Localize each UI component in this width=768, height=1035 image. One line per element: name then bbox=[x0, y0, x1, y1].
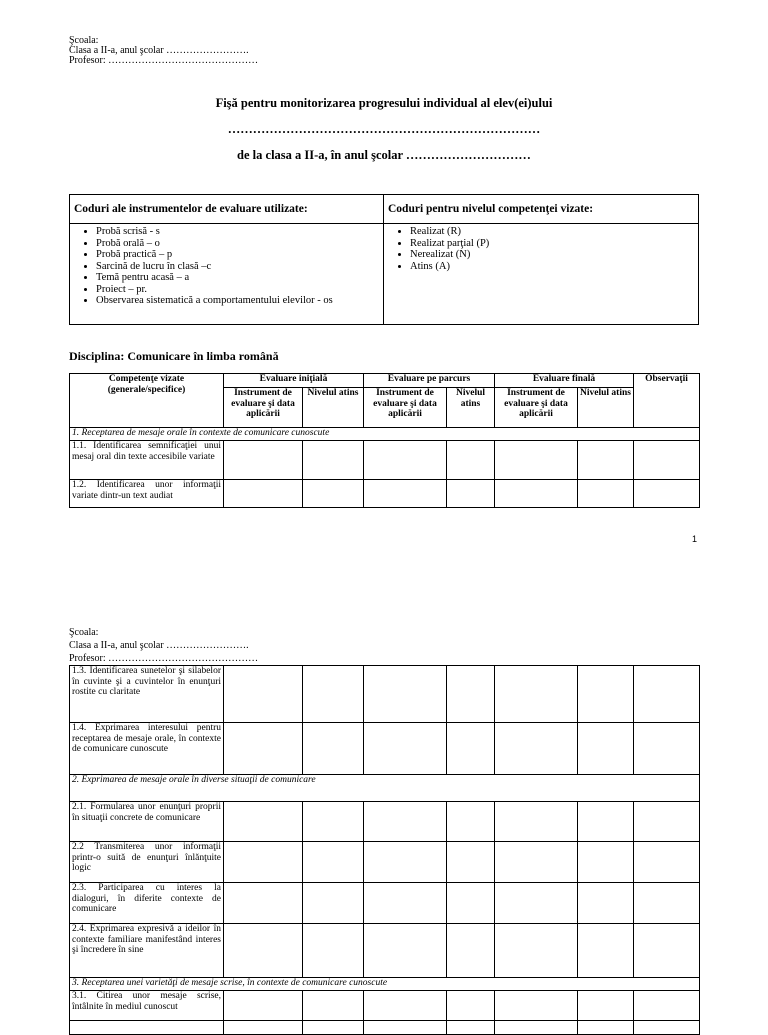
empty-cell[interactable] bbox=[495, 802, 578, 842]
empty-cell[interactable] bbox=[303, 842, 364, 883]
empty-cell[interactable] bbox=[224, 441, 303, 480]
table-row bbox=[70, 666, 700, 723]
empty-cell[interactable] bbox=[364, 883, 447, 924]
list-item: • Sarcină de lucru în clasă –c bbox=[96, 261, 379, 273]
eval-parcurs-header: Evaluare pe parcurs bbox=[364, 374, 495, 388]
instrument-header: Instrument de evaluare şi data aplicării bbox=[364, 388, 447, 428]
instrument-codes-cell bbox=[70, 224, 384, 325]
empty-cell[interactable] bbox=[224, 802, 303, 842]
teacher-label: Profesor: ……………………………………… bbox=[69, 55, 259, 66]
instrument-header: Instrument de evaluare şi data aplicării bbox=[224, 388, 303, 428]
progress-table-page2 bbox=[69, 665, 700, 1035]
competente-header: Competenţe vizate (generale/specifice) bbox=[70, 374, 224, 428]
empty-cell[interactable] bbox=[364, 991, 447, 1021]
school-label: Şcoala: bbox=[69, 35, 99, 46]
nivel-header: Nivelul atins bbox=[447, 388, 495, 428]
empty-cell[interactable] bbox=[634, 723, 700, 775]
empty-cell[interactable] bbox=[364, 802, 447, 842]
empty-cell[interactable] bbox=[495, 666, 578, 723]
empty-cell[interactable] bbox=[447, 666, 495, 723]
list-item: • Probă scrisă - s bbox=[96, 226, 379, 238]
school-year-line: de la clasa a II-a, în anul şcolar ………………………… bbox=[237, 148, 531, 162]
eval-initiala-header: Evaluare iniţială bbox=[224, 374, 364, 388]
list-item: • Realizat (R) bbox=[410, 226, 694, 238]
level-codes-list bbox=[388, 226, 694, 272]
empty-cell[interactable] bbox=[447, 480, 495, 508]
empty-cell[interactable] bbox=[224, 480, 303, 508]
table-row bbox=[70, 991, 700, 1021]
competence-cell: 1.4. Exprimarea interesului pentru receptarea de mesaje orale, în contexte de comunicare cunoscute bbox=[70, 723, 224, 775]
empty-cell[interactable] bbox=[447, 883, 495, 924]
empty-cell[interactable] bbox=[224, 666, 303, 723]
empty-cell[interactable] bbox=[495, 480, 578, 508]
empty-cell[interactable] bbox=[364, 1021, 447, 1035]
instrument-header: Instrument de evaluare şi data aplicării bbox=[495, 388, 578, 428]
empty-cell[interactable] bbox=[634, 802, 700, 842]
competence-cell: 2.4. Exprimarea expresivă a ideilor în contexte familiare manifestând interes şi încredere în sine bbox=[70, 924, 224, 978]
empty-cell[interactable] bbox=[634, 1021, 700, 1035]
competence-cell: 2.3. Participarea cu interes la dialoguri, în diferite contexte de comunicare bbox=[70, 883, 224, 924]
empty-cell[interactable] bbox=[578, 666, 634, 723]
codes-col2-header: Coduri pentru nivelul competenţei vizate: bbox=[384, 195, 699, 224]
codes-col1-header: Coduri ale instrumentelor de evaluare utilizate: bbox=[70, 195, 384, 224]
empty-cell[interactable] bbox=[634, 441, 700, 480]
table-row bbox=[70, 883, 700, 924]
page-number: 1 bbox=[692, 534, 698, 544]
progress-table-page1 bbox=[69, 373, 700, 508]
observatii-header: Observaţii bbox=[634, 374, 700, 428]
section-heading: 1. Receptarea de mesaje orale în contexte de comunicare cunoscute bbox=[70, 428, 700, 441]
empty-cell[interactable] bbox=[364, 480, 447, 508]
empty-cell[interactable] bbox=[303, 480, 364, 508]
list-item: • Nerealizat (N) bbox=[410, 249, 694, 261]
empty-cell[interactable] bbox=[364, 723, 447, 775]
empty-cell[interactable] bbox=[303, 991, 364, 1021]
competence-cell: 3.1. Citirea unor mesaje scrise, întâlnite în mediul cunoscut bbox=[70, 991, 224, 1021]
empty-cell[interactable] bbox=[495, 883, 578, 924]
competence-cell: 1.2. Identificarea unor informaţii variate dintr-un text audiat bbox=[70, 480, 224, 508]
empty-cell[interactable] bbox=[578, 924, 634, 978]
empty-cell[interactable] bbox=[495, 924, 578, 978]
empty-cell[interactable] bbox=[224, 842, 303, 883]
list-item: • Probă orală – o bbox=[96, 238, 379, 250]
empty-cell[interactable] bbox=[224, 991, 303, 1021]
empty-cell[interactable] bbox=[364, 842, 447, 883]
empty-cell[interactable] bbox=[578, 480, 634, 508]
empty-cell[interactable] bbox=[495, 1021, 578, 1035]
table-row bbox=[70, 1021, 700, 1035]
empty-cell[interactable] bbox=[447, 924, 495, 978]
empty-cell[interactable] bbox=[303, 666, 364, 723]
section-heading: 2. Exprimarea de mesaje orale în diverse situaţii de comunicare bbox=[70, 775, 700, 802]
empty-cell[interactable] bbox=[224, 1021, 303, 1035]
competence-cell: 2.1. Formularea unor enunţuri proprii în situaţii concrete de comunicare bbox=[70, 802, 224, 842]
empty-cell[interactable] bbox=[634, 883, 700, 924]
student-name-line: ………………………………………………………………… bbox=[227, 122, 541, 136]
empty-cell[interactable] bbox=[447, 802, 495, 842]
empty-cell[interactable] bbox=[578, 723, 634, 775]
empty-cell[interactable] bbox=[303, 1021, 364, 1035]
class-label: Clasa a II-a, anul şcolar ……………………. bbox=[69, 640, 249, 651]
list-item: • Atins (A) bbox=[410, 261, 694, 273]
list-item: • Realizat parţial (P) bbox=[410, 238, 694, 250]
empty-cell[interactable] bbox=[364, 924, 447, 978]
empty-cell[interactable] bbox=[447, 441, 495, 480]
empty-cell[interactable] bbox=[447, 723, 495, 775]
empty-cell[interactable] bbox=[303, 924, 364, 978]
empty-cell[interactable] bbox=[303, 883, 364, 924]
section-heading: 3. Receptarea unei varietăţi de mesaje scrise, în contexte de comunicare cunoscute bbox=[70, 978, 700, 991]
competence-cell: 2.2 Transmiterea unor informaţii printr-o suită de enunţuri înlănţuite logic bbox=[70, 842, 224, 883]
empty-cell[interactable] bbox=[634, 842, 700, 883]
empty-cell[interactable] bbox=[447, 1021, 495, 1035]
empty-cell[interactable] bbox=[303, 802, 364, 842]
table-row bbox=[70, 480, 700, 508]
nivel-header: Nivelul atins bbox=[578, 388, 634, 428]
codes-table bbox=[69, 194, 699, 325]
empty-cell[interactable] bbox=[364, 441, 447, 480]
empty-cell[interactable] bbox=[224, 723, 303, 775]
empty-cell[interactable] bbox=[303, 441, 364, 480]
list-item: • Proiect – pr. bbox=[96, 284, 379, 296]
competence-cell: 1.3. Identificarea sunetelor şi silabelor în cuvinte şi a cuvintelor în enunţuri rostite cu claritate bbox=[70, 666, 224, 723]
empty-cell[interactable] bbox=[224, 924, 303, 978]
empty-cell[interactable] bbox=[578, 883, 634, 924]
eval-finala-header: Evaluare finală bbox=[495, 374, 634, 388]
list-item: • Probă practică – p bbox=[96, 249, 379, 261]
table-row bbox=[70, 924, 700, 978]
empty-cell[interactable] bbox=[447, 991, 495, 1021]
empty-cell[interactable] bbox=[634, 480, 700, 508]
table-row bbox=[70, 802, 700, 842]
teacher-label: Profesor: ……………………………………… bbox=[69, 653, 259, 664]
discipline-title: Disciplina: Comunicare în limba română bbox=[69, 349, 279, 363]
competence-cell: 1.1. Identificarea semnificaţiei unui mesaj oral din texte accesibile variate bbox=[70, 441, 224, 480]
school-label: Şcoala: bbox=[69, 627, 99, 638]
empty-cell[interactable] bbox=[447, 842, 495, 883]
empty-cell[interactable] bbox=[578, 441, 634, 480]
competence-cell bbox=[70, 1021, 224, 1035]
empty-cell[interactable] bbox=[634, 924, 700, 978]
page-title: Fişă pentru monitorizarea progresului individual al elev(ei)ului bbox=[215, 96, 553, 110]
table-row bbox=[70, 441, 700, 480]
empty-cell[interactable] bbox=[224, 883, 303, 924]
empty-cell[interactable] bbox=[578, 802, 634, 842]
list-item: • Temă pentru acasă – a bbox=[96, 272, 379, 284]
empty-cell[interactable] bbox=[495, 991, 578, 1021]
empty-cell[interactable] bbox=[303, 723, 364, 775]
empty-cell[interactable] bbox=[495, 723, 578, 775]
table-row bbox=[70, 723, 700, 775]
empty-cell[interactable] bbox=[578, 1021, 634, 1035]
empty-cell[interactable] bbox=[364, 666, 447, 723]
table-row bbox=[70, 842, 700, 883]
instrument-codes-list bbox=[74, 226, 379, 307]
empty-cell[interactable] bbox=[578, 991, 634, 1021]
nivel-header: Nivelul atins bbox=[303, 388, 364, 428]
list-item: • Observarea sistematică a comportamentului elevilor - os bbox=[96, 295, 379, 307]
level-codes-cell bbox=[384, 224, 699, 325]
empty-cell[interactable] bbox=[578, 842, 634, 883]
empty-cell[interactable] bbox=[634, 991, 700, 1021]
empty-cell[interactable] bbox=[495, 441, 578, 480]
class-label: Clasa a II-a, anul şcolar ……………………. bbox=[69, 45, 249, 56]
empty-cell[interactable] bbox=[495, 842, 578, 883]
empty-cell[interactable] bbox=[634, 666, 700, 723]
